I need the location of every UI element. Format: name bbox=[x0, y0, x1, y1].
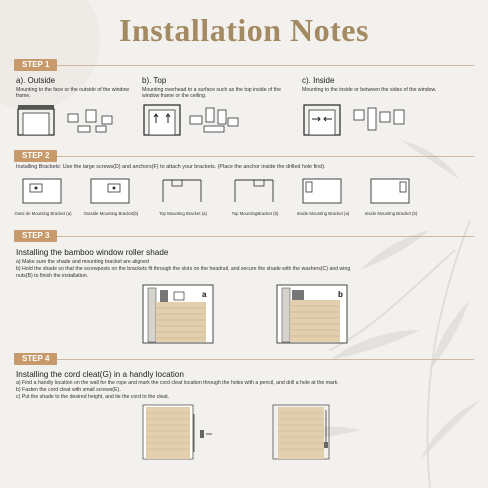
step4-badge: STEP 4 bbox=[14, 353, 57, 365]
top-bracket-hardware-icon bbox=[188, 106, 240, 136]
step1-rule bbox=[14, 65, 474, 66]
bracket-diagram-outside-a bbox=[22, 178, 62, 204]
step3-line-a: a) Make sure the shade and mounting bracket are aligned bbox=[16, 259, 149, 265]
bracket-diagram-outside-b bbox=[90, 178, 130, 204]
install-shade-diagram-b bbox=[276, 284, 348, 344]
outside-heading: a). Outside bbox=[16, 76, 56, 85]
step4-line-a: a) Find a handly location on the wall for the rope and mark the cord cleat location through the holes with a pencil, and drill a hole at the mark. bbox=[16, 380, 339, 386]
step2-badge: STEP 2 bbox=[14, 150, 57, 162]
install-shade-diagram-a bbox=[142, 284, 214, 344]
step1-badge: STEP 1 bbox=[14, 59, 57, 71]
step2-instructions: Installing Brackets: Use the large screws(D) and anchors(F) to attach your brackets. (Place the anchor inside the drilled hole first). bbox=[16, 164, 326, 170]
top-heading: b). Top bbox=[142, 76, 167, 85]
step3-heading: Installing the bamboo window roller shade bbox=[16, 248, 169, 257]
caption-outside-a: Outsi de Mounting Bracket (a) bbox=[14, 211, 72, 216]
cord-cleat-diagram-right bbox=[272, 404, 334, 460]
step4-line-b: b) Fasten the cord cleat with small screws(E). bbox=[16, 387, 121, 393]
caption-outside-b: Outside Mounting Bracket(b) bbox=[83, 211, 139, 216]
bracket-diagram-inside-b bbox=[370, 178, 410, 204]
step3-badge: STEP 3 bbox=[14, 230, 57, 242]
step3-line-c: nuts(B) to finish the installation. bbox=[16, 273, 89, 279]
caption-top-b: Top MountingBracket (b) bbox=[231, 211, 279, 216]
outside-bracket-hardware-icon bbox=[66, 108, 116, 136]
outside-mount-window-diagram bbox=[16, 103, 56, 137]
top-mount-window-diagram bbox=[142, 103, 182, 137]
page-title: Installation Notes bbox=[119, 12, 369, 48]
step4-rule bbox=[14, 359, 474, 360]
cord-cleat-diagram-left bbox=[142, 404, 216, 460]
diagram-label-b: b bbox=[338, 290, 343, 299]
bracket-diagram-top-a bbox=[162, 178, 202, 204]
inside-desc: Mounting to the inside or between the sides of the window. bbox=[302, 87, 437, 93]
inside-heading: c). Inside bbox=[302, 76, 335, 85]
caption-inside-a: Inside Mounting Bracket (a) bbox=[296, 211, 350, 216]
diagram-label-a: a bbox=[202, 290, 207, 299]
step2-rule bbox=[14, 156, 474, 157]
bracket-diagram-top-b bbox=[234, 178, 274, 204]
step4-line-c: c) Put the shade to the desired height, and tie the cord to the cleat. bbox=[16, 394, 170, 400]
step4-heading: Installing the cord cleat(G) in a handly location bbox=[16, 370, 184, 379]
inside-bracket-hardware-icon bbox=[352, 106, 408, 136]
caption-top-a: Top Mounting Bracket (a) bbox=[158, 211, 207, 216]
inside-mount-window-diagram bbox=[302, 103, 342, 137]
step3-rule bbox=[14, 236, 474, 237]
caption-inside-b: Inside Mounting Bracket (b) bbox=[364, 211, 418, 216]
bracket-diagram-inside-a bbox=[302, 178, 342, 204]
step3-line-b: b) Hold the shade so that the screwposts on the brackets fit through the slots on the headrail, and secure the shade with the washers(C) and wing bbox=[16, 266, 351, 272]
outside-desc: Mounting to the face or the outside of the window frame. bbox=[16, 87, 130, 100]
top-desc: Mounting overhead to a surface such as the top inside of the window frame or the ceiling. bbox=[142, 87, 281, 100]
